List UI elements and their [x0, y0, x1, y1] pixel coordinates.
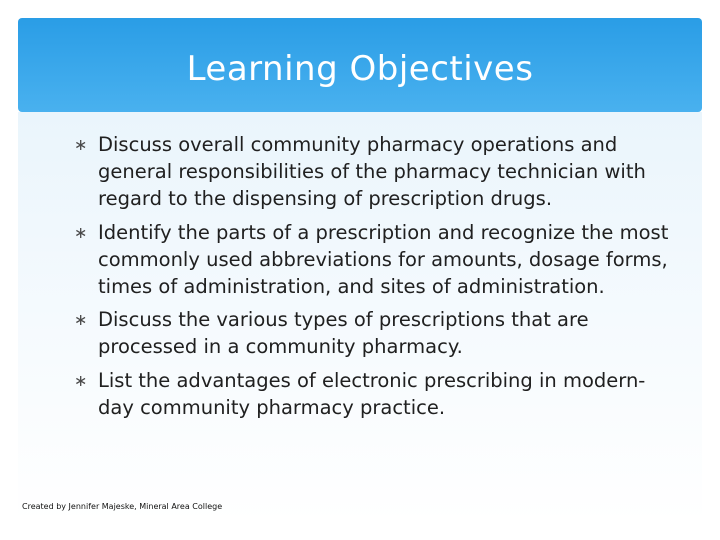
- list-item: [72, 367, 672, 421]
- list-item: [72, 306, 672, 360]
- asterisk-bullet-icon: ∗: [74, 135, 88, 154]
- asterisk-bullet-icon: ∗: [74, 370, 88, 390]
- footer-credit: Created by Jennifer Majeske, Mineral Area College: [22, 502, 223, 511]
- list-item: [72, 131, 672, 213]
- bullet-text: List the advantages of electronic prescribing in modern-day community pharmacy practice.: [98, 368, 646, 419]
- slide-title: Learning Objectives: [186, 49, 534, 89]
- bullet-text: Discuss the various types of prescriptions that are processed in a community pharmacy.: [98, 308, 589, 359]
- bullet-text: Discuss overall community pharmacy operations and general responsibilities of the pharmacy technician with regard to the dispensing of prescription drugs.: [98, 133, 646, 211]
- bullet-text: Identify the parts of a prescription and recognize the most commonly used abbreviations for amounts, dosage forms, times of administration, and sites of administration.: [98, 220, 669, 299]
- asterisk-bullet-icon: ∗: [74, 222, 88, 242]
- list-item: [72, 219, 672, 301]
- asterisk-bullet-icon: ∗: [74, 310, 88, 330]
- objectives-list: [72, 131, 672, 427]
